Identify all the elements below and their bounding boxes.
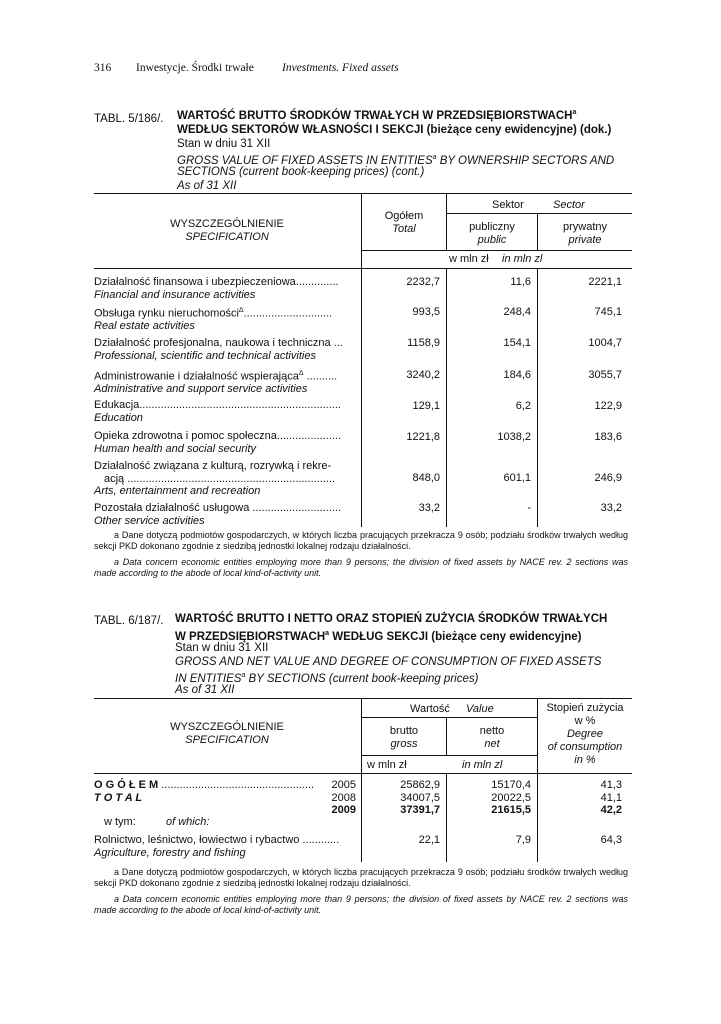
table2-col-value-pl: Wartość <box>410 703 450 715</box>
table2-unit-rule <box>361 755 537 756</box>
table1-unit-rule <box>361 250 632 251</box>
table1-row-1-pl-line <box>94 305 358 320</box>
table2-col-value-en: Value <box>466 703 494 715</box>
table2-footnote-pl: a Dane dotyczą podmiotów gospodarczych, w których liczba pracujących przekracza 9 osób; podziału środków trwałych według sekcji PKD dokonano zgodnie z siedzibą jednostki lokalnej rodzaju działalności. <box>94 867 628 888</box>
table1-footnote-en: a Data concern economic entities employing more than 9 persons; the division of fixed assets by NACE rev. 2 sections was made according to the abode of local kind-of-activity unit. <box>94 557 628 578</box>
running-header-en: Investments. Fixed assets <box>282 62 399 74</box>
table2-total-pl-line <box>94 779 314 792</box>
table1-cell-public: - <box>527 502 531 514</box>
table1-cell-total: 33,2 <box>418 502 440 514</box>
table2-cell-net: 20022,5 <box>491 791 531 804</box>
table2-title-pl-1: WARTOŚĆ BRUTTO I NETTO ORAZ STOPIEŃ ZUŻYCIA ŚRODKÓW TRWAŁYCH <box>175 613 608 625</box>
table1-col-spec-pl: WYSZCZEGÓLNIENIE <box>170 218 284 230</box>
table2-of-which-en: of which: <box>166 816 210 828</box>
table1-row-3-pl-tail: .......... <box>303 370 338 383</box>
table2-col-degree-en-3: in % <box>574 754 596 766</box>
table2-degree-values <box>546 779 622 817</box>
table2-year: 2009 <box>331 804 356 816</box>
table1-title-pl-1 <box>177 106 647 123</box>
table2-col-spec-pl: WYSZCZEGÓLNIENIE <box>170 721 284 733</box>
table1-row-label <box>94 337 358 362</box>
table1-sector-rule <box>446 213 632 214</box>
table1-cell-private: 745,1 <box>594 306 622 318</box>
table1-row-6-pl2: acją .................................................................... <box>104 472 336 485</box>
table2-col-spec-en: SPECIFICATION <box>185 734 269 746</box>
table2-cell-net: 21615,5 <box>491 804 531 816</box>
table2-title-pl-2a: W PRZEDSIĘBIORSTWACH <box>175 630 326 643</box>
table1-row-2-en: Professional, scientific and technical activities <box>94 349 316 362</box>
table2-value-rule <box>361 717 537 718</box>
table2-title-en-1: GROSS AND NET VALUE AND DEGREE OF CONSUMPTION OF FIXED ASSETS <box>175 656 602 668</box>
table2-total-pl: O G Ó Ł E M <box>94 779 159 791</box>
table1-title-en-2: SECTIONS (current book-keeping prices) (cont.) <box>177 166 425 178</box>
table1-date-en: As of 31 XII <box>177 180 237 192</box>
table1-title-en-1a: GROSS VALUE OF FIXED ASSETS IN ENTITIES <box>177 154 433 167</box>
table2-title-en-2a: IN ENTITIES <box>175 672 242 685</box>
table1-title-pl-1-text: WARTOŚĆ BRUTTO ŚRODKÓW TRWAŁYCH W PRZEDSIĘBIORSTWACH <box>177 109 573 122</box>
table2-top-rule <box>94 698 632 699</box>
table1-cell-public: 11,6 <box>510 276 531 288</box>
table2-cell-degree: 41,1 <box>600 791 622 804</box>
table1-title-sup: a <box>572 109 577 116</box>
table1-cell-private: 122,9 <box>594 400 622 412</box>
table1-vline-1 <box>361 193 362 527</box>
table1-number: TABL. 5/186/. <box>94 113 164 125</box>
table1-cell-total: 1221,8 <box>406 431 440 443</box>
table1-footnote-pl: a Dane dotyczą podmiotów gospodarczych, w których liczba pracujących przekracza 9 osób; podziału środków trwałych według sekcji PKD dokonano zgodnie z siedzibą jednostki lokalnej rodzaju działalności. <box>94 530 628 551</box>
table1-row-label <box>94 399 358 424</box>
table1-cell-total: 848,0 <box>412 472 440 484</box>
table2-vline-2b <box>446 773 447 862</box>
table2-cell-degree: 42,2 <box>600 804 622 816</box>
table2-number: TABL. 6/187/. <box>94 615 164 627</box>
table1-row-1-sup: Δ <box>238 307 244 314</box>
table1-header-bottom-rule <box>94 268 632 269</box>
table1-row-4-en: Education <box>94 411 143 424</box>
table1-col-sector-en: Sector <box>553 199 585 211</box>
table2-agri-pl: Rolnictwo, leśnictwo, łowiectwo i rybactwo ............ <box>94 834 340 846</box>
table2-cell-degree: 41,3 <box>600 779 622 791</box>
table2-date-pl: Stan w dniu 31 XII <box>175 642 269 654</box>
table1-unit-pl: w mln zł <box>449 253 489 265</box>
table2-total-dots: .................................................. <box>158 779 315 791</box>
table1-row-5-en: Human health and social security <box>94 442 257 455</box>
table2-of-which-pl: w tym: <box>104 816 136 828</box>
table1-vline-3b <box>537 268 538 527</box>
table2-cell-net: 15170,4 <box>491 779 531 791</box>
table2-cell-gross: 34007,5 <box>400 791 440 804</box>
table1-cell-total: 2232,7 <box>406 276 440 288</box>
table1-row-label <box>94 502 358 527</box>
table1-cell-total: 3240,2 <box>406 369 440 381</box>
table1-row-label <box>94 305 358 333</box>
table1-row-4-pl: Edukacja.................................................................. <box>94 399 341 411</box>
table1-cell-total: 129,1 <box>412 400 440 412</box>
table2-col-net-en: net <box>484 738 500 750</box>
table1-row-0-pl: Działalność finansowa i ubezpieczeniowa.............. <box>94 276 339 288</box>
table2-cell-gross: 22,1 <box>418 834 440 846</box>
table2-date-en: As of 31 XII <box>175 684 235 696</box>
table1-row-3-en: Administrative and support service activities <box>94 383 308 396</box>
table1-cell-total: 1158,9 <box>407 337 440 349</box>
table2-cell-gross: 25862,9 <box>400 779 440 791</box>
table1-vline-2b <box>446 268 447 527</box>
table1-row-6-en: Arts, entertainment and recreation <box>94 485 261 497</box>
table1-row-label <box>94 276 358 301</box>
table1-col-private-en: private <box>568 234 602 246</box>
table1-row-5-pl: Opieka zdrowotna i pomoc społeczna..................... <box>94 430 342 442</box>
page-number: 316 <box>94 62 112 74</box>
table2-title-pl-2b: WEDŁUG SEKCJI (bieżące ceny ewidencyjne) <box>329 630 582 643</box>
table1-row-7-en: Other service activities <box>94 514 205 527</box>
table1-col-private-pl: prywatny <box>562 221 608 233</box>
table2-cell-net: 7,9 <box>515 834 531 846</box>
table2-row-label <box>94 834 358 859</box>
table1-unit-en: in mln zl <box>502 253 543 265</box>
table2-cell-degree: 64,3 <box>600 834 622 846</box>
table1-cell-private: 2221,1 <box>588 276 622 288</box>
table2-unit-en: in mln zl <box>462 759 503 771</box>
table1-cell-private: 246,9 <box>594 472 622 484</box>
table1-cell-public: 6,2 <box>515 400 531 412</box>
table2-col-degree-pl-1: Stopień zużycia <box>546 702 624 714</box>
table2-col-degree <box>538 702 632 767</box>
running-header-pl: Inwestycje. Środki trwałe <box>136 62 254 74</box>
table1-cell-private: 33,2 <box>600 502 622 514</box>
table2-unit-pl: w mln zł <box>367 759 407 771</box>
table1-row-1-pl-tail: ............................. <box>243 307 333 320</box>
table1-row-2-pl: Działalność profesjonalna, naukowa i techniczna ... <box>94 337 343 349</box>
table2-header-bottom-rule <box>94 773 632 774</box>
table1-row-label <box>94 430 358 455</box>
table1-row-label <box>94 368 358 396</box>
table2-title-sup: a <box>325 630 330 637</box>
table1-row-3-sup: Δ <box>298 370 304 377</box>
table1-col-total-en: Total <box>392 223 416 235</box>
table1-row-0-en: Financial and insurance activities <box>94 288 256 301</box>
table2-vline-1 <box>361 698 362 862</box>
table2-year: 2005 <box>331 779 356 791</box>
table1-cell-public: 154,1 <box>503 337 531 349</box>
table2-year: 2008 <box>331 791 356 804</box>
table1-col-public-en: public <box>477 234 507 246</box>
table1-date-pl: Stan w dniu 31 XII <box>177 138 271 150</box>
table1-row-7-pl: Pozostała działalność usługowa ............................. <box>94 502 342 514</box>
table1-top-rule <box>94 193 632 194</box>
table2-net-values <box>455 779 531 817</box>
table2-col-gross-en: gross <box>390 738 418 750</box>
table1-cell-total: 993,5 <box>412 306 440 318</box>
table2-col-degree-en-2: of consumption <box>547 741 623 753</box>
table1-col-spec-en: SPECIFICATION <box>185 231 269 243</box>
table1-col-public-pl: publiczny <box>469 221 515 233</box>
table2-col-net-pl: netto <box>479 725 505 737</box>
table2-title-en-sup: a <box>241 672 246 679</box>
table1-cell-public: 1038,2 <box>497 431 531 443</box>
table2-title-en-2b: BY SECTIONS (current book-keeping prices) <box>245 672 479 685</box>
table1-col-total-pl: Ogółem <box>384 210 424 222</box>
table1-cell-private: 183,6 <box>594 431 622 443</box>
table2-col-degree-pl-2: w % <box>574 715 596 727</box>
table1-cell-private: 3055,7 <box>588 369 622 381</box>
table1-title-pl-2: WEDŁUG SEKTORÓW WŁASNOŚCI I SEKCJI (bieżące ceny ewidencyjne) (dok.) <box>177 124 612 136</box>
table1-cell-public: 601,1 <box>503 472 531 484</box>
table1-row-3-pl: Administrowanie i działalność wspierająca <box>94 370 299 383</box>
table1-row-6-pl: Działalność związana z kulturą, rozrywką i rekre- <box>94 460 332 472</box>
table2-total-label <box>94 779 314 804</box>
table1-title-en-sup: a <box>432 154 437 161</box>
table1-cell-public: 248,4 <box>503 306 531 318</box>
table1-row-1-en: Real estate activities <box>94 320 195 333</box>
table1-row-label <box>94 460 358 498</box>
table2-col-gross-pl: brutto <box>389 725 419 737</box>
table2-col-degree-en-1: Degree <box>566 728 604 740</box>
table1-col-sector-pl: Sektor <box>492 199 524 211</box>
table2-total-en: T O T A L <box>94 791 143 804</box>
table1-cell-public: 184,6 <box>503 369 531 381</box>
table1-row-3-pl-line <box>94 368 358 383</box>
table2-agri-en: Agriculture, forestry and fishing <box>94 846 246 859</box>
table2-footnote-en: a Data concern economic entities employing more than 9 persons; the division of fixed assets by NACE rev. 2 sections was made according to the abode of local kind-of-activity unit. <box>94 894 628 915</box>
table1-title-en-1b: BY OWNERSHIP SECTORS AND <box>436 154 615 167</box>
table2-cell-gross: 37391,7 <box>400 804 440 816</box>
table2-years <box>300 779 356 817</box>
table1-cell-private: 1004,7 <box>588 337 622 349</box>
table1-row-1-pl: Obsługa rynku nieruchomości <box>94 307 239 320</box>
table2-gross-values <box>370 779 440 817</box>
